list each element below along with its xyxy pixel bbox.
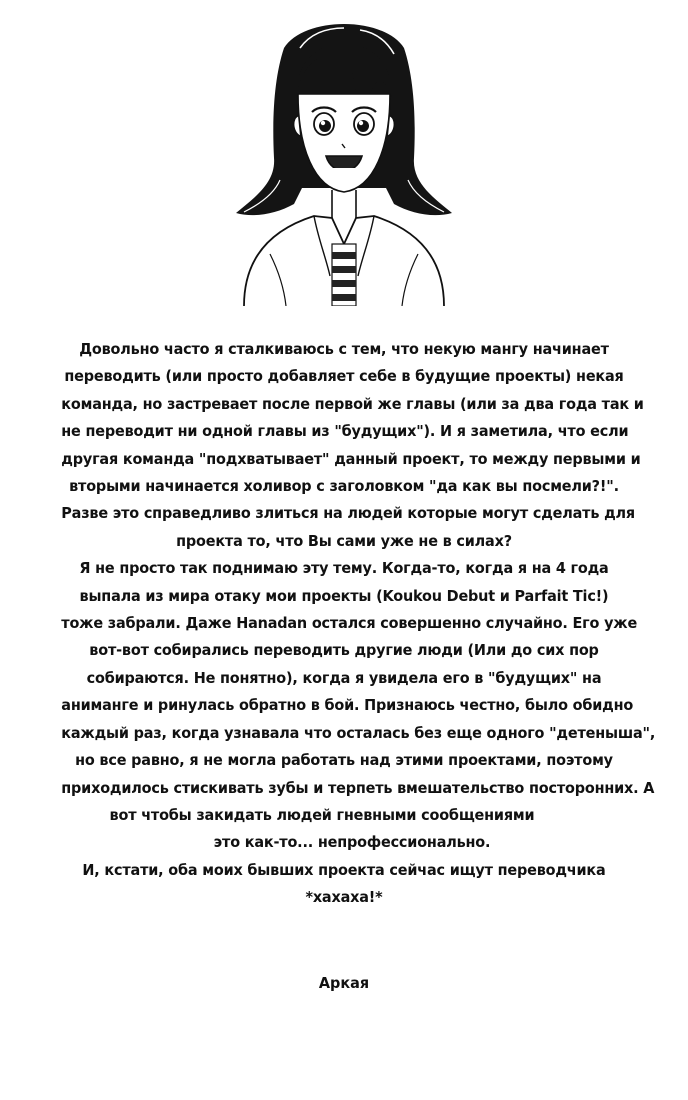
signature: Аркая [318, 974, 370, 992]
text-line: другая команда "подхватывает" данный проект, то между первыми и [61, 449, 641, 468]
letter-text [40, 336, 656, 912]
text-line: выпала из мира отаку мои проекты (Koukou Debut и Parfait Tic!) [79, 586, 609, 605]
text-line: Довольно часто я сталкиваюсь с тем, что некую мангу начинает [79, 340, 609, 358]
text-line: но все равно, я не могла работать над этими проектами, поэтому [75, 751, 613, 770]
text-line: собираются. Не понятно), когда я увидела его в "будущих" на [86, 668, 602, 687]
text-line: не переводит ни одной главы из "будущих"). И я заметила, что если [61, 422, 629, 441]
text-line: вот-вот собирались переводить другие люди (Или до сих пор [89, 641, 599, 660]
text-line: это как-то... непрофессионально. [213, 833, 491, 852]
text-line: вот чтобы закидать людей гневными сообщениями [109, 805, 535, 824]
text-line: анимaнге и ринулась обратно в бой. Признаюсь честно, было обидно [61, 696, 634, 715]
text-line: тоже забрали. Даже Hanadan остался совершенно случайно. Его уже [61, 614, 638, 633]
text-line: приходилось стискивать зубы и терпеть вмешательство посторонних. А [61, 778, 655, 797]
text-line: Я не просто так поднимаю эту тему. Когда-то, когда я на 4 года [79, 559, 609, 578]
text-line: переводить (или просто добавляет себе в будущие проекты) некая [64, 367, 624, 386]
text-line: каждый раз, когда узнавала что осталась без еще одного "детеныша", [61, 723, 656, 742]
text-line: проекта то, что Вы сами уже не в силах? [176, 531, 512, 550]
text-line: *хахаха!* [305, 888, 383, 907]
text-line: И, кстати, оба моих бывших проекта сейчас ищут переводчика [82, 860, 606, 879]
text-line: Разве это справедливо злиться на людей которые могут сделать для [61, 504, 635, 523]
text-line: вторыми начинается холивор с заголовком "да как вы посмели?!". [69, 477, 619, 496]
girl-portrait-icon [214, 8, 474, 306]
text-line: команда, но застревает после первой же главы (или за два года так и [61, 394, 644, 413]
